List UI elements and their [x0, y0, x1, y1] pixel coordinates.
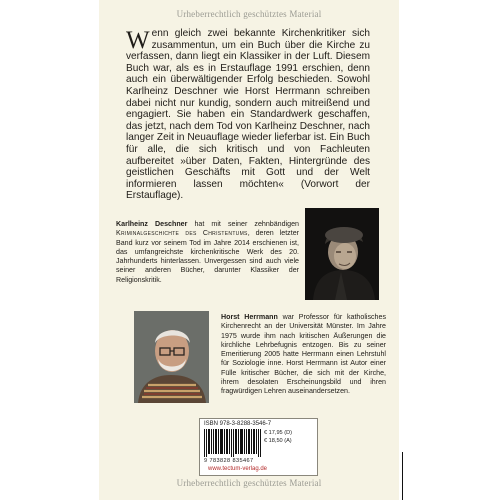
isbn-label: ISBN 978-3-8288-3546-7	[204, 421, 272, 427]
barcode-box	[199, 418, 318, 476]
book-back-cover	[99, 0, 399, 500]
author-photo-deschner	[305, 208, 379, 300]
drop-cap: W	[126, 27, 150, 54]
author-photo-herrmann	[134, 311, 209, 403]
author-bio-deschner: Karlheinz Deschner hat mit seiner zehnbändigen Kriminalgeschichte des Christentums, deren letzter Band kurz vor seinem Tod im Jahre 2014 erschienen ist, das umfangreichste kirchenkritische Werk des 20. Jahrhunderts hinterlassen. Unvergessen sind auch viele seiner anderen Bücher, darunter Klassiker der Religionskritik.	[116, 220, 299, 284]
barcode-number: 9 783828 835467	[204, 458, 254, 464]
author-name-deschner: Karlheinz Deschner	[116, 220, 188, 228]
edge-line	[402, 452, 403, 500]
work-title: Kriminalgeschichte des Christentums	[116, 229, 248, 238]
copyright-watermark-bottom: Urheberrechtlich geschütztes Material	[176, 478, 322, 488]
blurb-body: enn gleich zwei bekannte Kirchenkritiker sich zusammentun, um ein Buch über die Kirche zu verfassen, dann liegt ein Klassiker in der Luft. Diesem Buch war, als es in Erstauflage 1991 erschien, denn auch ein überwältigender Erfolg beschieden. Sowohl Karlheinz Deschner wie Horst Herrmann schreiben dabei nicht nur kundig, sondern auch mitreißend und engagiert. Sie haben ein Standardwerk geschaffen, das jetzt, nach dem Tod von Karlheinz Deschner, nach langer Zeit in Neuauflage wieder lieferbar ist. Ein Buch für alle, die sich kritisch und von Fachleuten aufbereitet »über Daten, Fakten, Hintergründe des geistlichen Geschäfts mit Gott und der Welt informieren lassen möchten« (Vorwort der Erstauflage).	[126, 28, 370, 202]
blurb-text	[126, 28, 370, 202]
price-austria: € 18,50 (A)	[264, 438, 292, 444]
author-bio-herrmann: Horst Herrmann war Professor für katholisches Kirchenrecht an der Universität Münster. Im Jahre 1975 wurde ihm nach kritischen Äußerungen die kirchliche Lehrbefugnis entzogen. Bis zu seiner Emeritierung 2005 hatte Herrmann einen Lehrstuhl für Soziologie inne. Horst Herrmann ist Autor einer Fülle kritischer Bücher, die sich mit der Kirche, ihrem desolaten Erscheinungsbild und ihren fragwürdigen Lehren auseinandersetzen.	[221, 313, 386, 396]
price-germany: € 17,95 (D)	[264, 430, 292, 436]
publisher-url: www.tectum-verlag.de	[208, 466, 268, 472]
author-name-herrmann: Horst Herrmann	[221, 313, 278, 321]
copyright-watermark-top: Urheberrechtlich geschütztes Material	[176, 9, 322, 19]
barcode-icon	[204, 429, 262, 457]
